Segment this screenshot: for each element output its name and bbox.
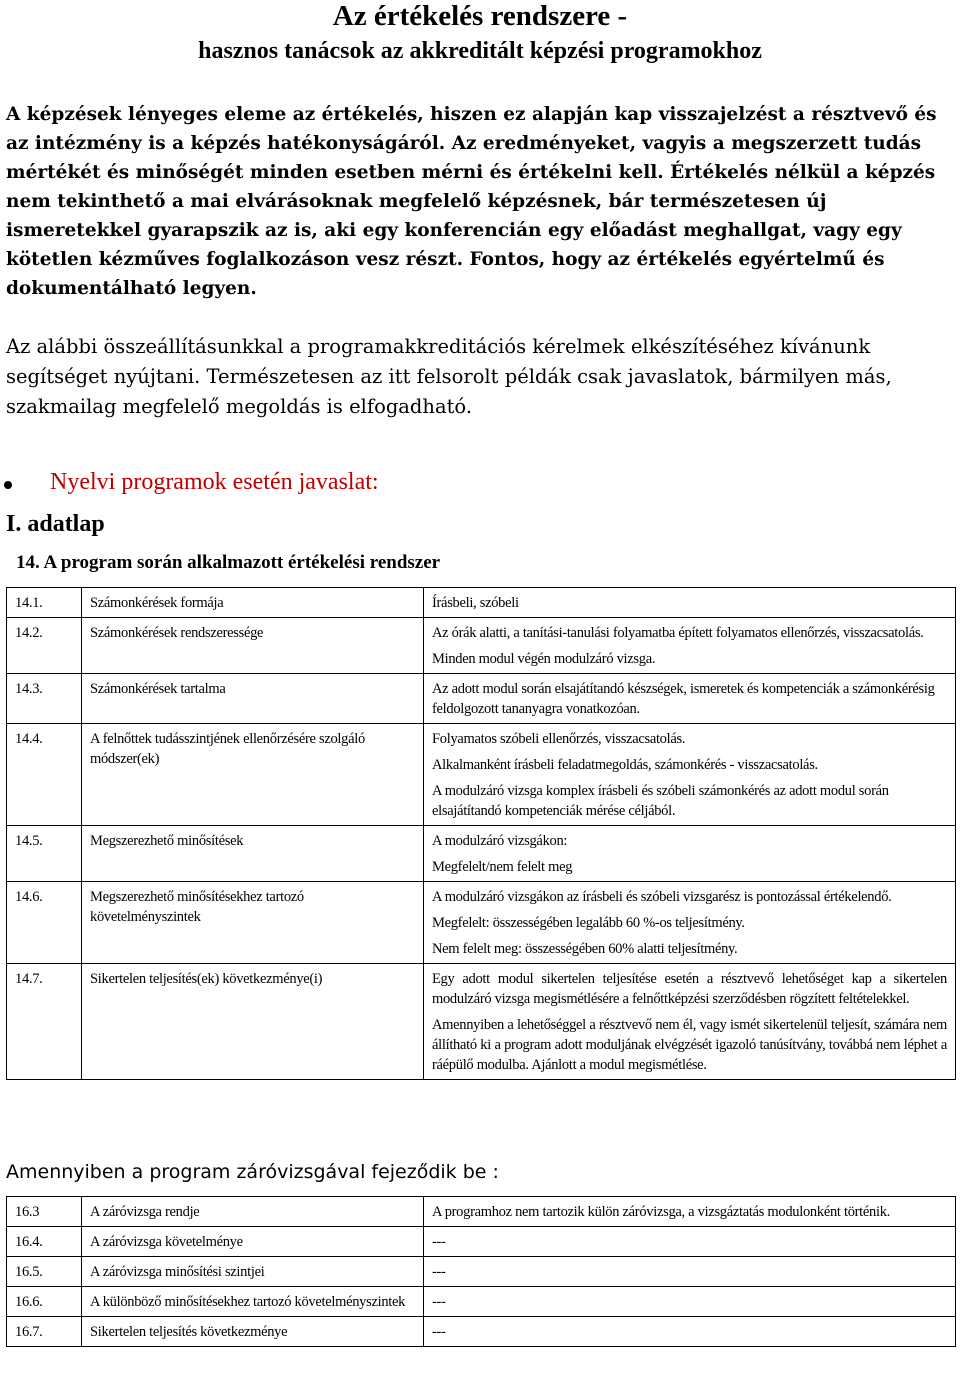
row-label: Sikertelen teljesítés következménye bbox=[82, 1317, 424, 1347]
row-label: Sikertelen teljesítés(ek) következménye(i) bbox=[82, 964, 424, 1080]
row-number: 14.6. bbox=[7, 882, 82, 964]
row-label: A záróvizsga rendje bbox=[82, 1197, 424, 1227]
bullet-heading: Nyelvi programok esetén javaslat: bbox=[50, 469, 379, 495]
content-paragraph: Megfelelt: összességében legalább 60 %-os teljesítmény. bbox=[432, 915, 745, 931]
row-label: A különböző minősítésekhez tartozó követelményszintek bbox=[82, 1287, 424, 1317]
row-number: 16.7. bbox=[7, 1317, 82, 1347]
row-label: Számonkérések rendszeressége bbox=[82, 618, 424, 674]
content-paragraph: Az adott modul során elsajátítandó készségek, ismeretek és kompetenciák a számonkérésig feldolgozott tananyagra vonatkozóan. bbox=[432, 681, 935, 717]
row-number: 16.3 bbox=[7, 1197, 82, 1227]
content-paragraph: --- bbox=[432, 1234, 446, 1250]
row-label: Számonkérések formája bbox=[82, 588, 424, 618]
info-paragraph: Az alábbi összeállításunkkal a programakkreditációs kérelmek elkészítéséhez kívánunk segítséget nyújtani. Természetesen az itt felsorolt példák csak javaslatok, bármilyen más, szakmailag megfelelő megoldás is elfogadható. bbox=[6, 335, 892, 418]
table-row bbox=[7, 964, 956, 1080]
row-number: 14.1. bbox=[7, 588, 82, 618]
row-content bbox=[424, 1287, 956, 1317]
row-content bbox=[424, 724, 956, 826]
content-paragraph: Folyamatos szóbeli ellenőrzés, visszacsatolás. bbox=[432, 731, 686, 747]
row-number: 14.2. bbox=[7, 618, 82, 674]
bullet-icon bbox=[4, 481, 12, 489]
section-title: 14. A program során alkalmazott értékelési rendszer bbox=[16, 552, 441, 573]
row-number: 16.6. bbox=[7, 1287, 82, 1317]
row-number: 16.4. bbox=[7, 1227, 82, 1257]
table-row bbox=[7, 1197, 956, 1227]
table-row bbox=[7, 724, 956, 826]
table-row bbox=[7, 882, 956, 964]
content-paragraph: --- bbox=[432, 1294, 446, 1310]
evaluation-table bbox=[6, 587, 956, 1080]
row-number: 14.7. bbox=[7, 964, 82, 1080]
content-paragraph: Amennyiben a lehetőséggel a résztvevő nem él, vagy ismét sikertelenül teljesít, számára nem állítható ki a program adott moduljának elvégzését igazoló tanúsítvány, továbbá nem léphet a ráépülő modulba. Ajánlott a modul megismétlése. bbox=[432, 1017, 947, 1073]
content-paragraph: Minden modul végén modulzáró vizsga. bbox=[432, 651, 656, 667]
table-row bbox=[7, 618, 956, 674]
row-content bbox=[424, 588, 956, 618]
table-row bbox=[7, 674, 956, 724]
row-content bbox=[424, 618, 956, 674]
row-number: 16.5. bbox=[7, 1257, 82, 1287]
closing-text: Amennyiben a program záróvizsgával fejeződik be : bbox=[6, 1161, 499, 1183]
sheet-title: I. adatlap bbox=[6, 511, 105, 537]
content-paragraph: Nem felelt meg: összességében 60% alatti teljesítmény. bbox=[432, 941, 738, 957]
content-paragraph: A modulzáró vizsgákon: bbox=[432, 833, 568, 849]
content-paragraph: --- bbox=[432, 1324, 446, 1340]
content-paragraph: --- bbox=[432, 1264, 446, 1280]
row-content bbox=[424, 882, 956, 964]
intro-paragraph: A képzések lényeges eleme az értékelés, hiszen ez alapján kap visszajelzést a résztvevő és az intézmény is a képzés hatékonyságáról. Az eredményeket, vagyis a megszerzett tudás mértékét és minőségét minden esetben mérni és értékelni kell. Értékelés nélkül a képzés nem tekinthető a mai elvárásoknak megfelelő képzésnek, bár természetesen új ismeretekkel gyarapszik az is, aki egy konferencián egy előadást meghallgat, vagy egy kötetlen kézműves foglalkozáson vesz részt. Fontos, hogy az értékelés egyértelmű és dokumentálható legyen. bbox=[6, 104, 937, 299]
table-row bbox=[7, 1287, 956, 1317]
row-label: A záróvizsga minősítési szintjei bbox=[82, 1257, 424, 1287]
row-content bbox=[424, 826, 956, 882]
table-row bbox=[7, 588, 956, 618]
row-content bbox=[424, 674, 956, 724]
row-label: Megszerezhető minősítésekhez tartozó követelményszintek bbox=[82, 882, 424, 964]
content-paragraph: Megfelelt/nem felelt meg bbox=[432, 859, 573, 875]
table-row bbox=[7, 1317, 956, 1347]
content-paragraph: Alkalmanként írásbeli feladatmegoldás, számonkérés - visszacsatolás. bbox=[432, 757, 818, 773]
row-label: A felnőttek tudásszintjének ellenőrzésére szolgáló módszer(ek) bbox=[82, 724, 424, 826]
row-number: 14.3. bbox=[7, 674, 82, 724]
row-content bbox=[424, 964, 956, 1080]
page-subtitle: hasznos tanácsok az akkreditált képzési programokhoz bbox=[198, 38, 762, 64]
table-row bbox=[7, 826, 956, 882]
table-row bbox=[7, 1257, 956, 1287]
content-paragraph: A modulzáró vizsga komplex írásbeli és szóbeli számonkérés az adott modul során elsajátítandó kompetenciák mérése céljából. bbox=[432, 783, 889, 819]
row-number: 14.4. bbox=[7, 724, 82, 826]
row-label: A záróvizsga követelménye bbox=[82, 1227, 424, 1257]
row-content bbox=[424, 1227, 956, 1257]
row-content bbox=[424, 1317, 956, 1347]
row-content bbox=[424, 1257, 956, 1287]
content-paragraph: Egy adott modul sikertelen teljesítése esetén a résztvevő lehetőséget kap a sikertelen modulzáró vizsga megismétlésére a felnőttképzési szerződésben rögzített feltételekkel. bbox=[432, 971, 947, 1007]
row-content bbox=[424, 1197, 956, 1227]
final-exam-table bbox=[6, 1196, 956, 1347]
content-paragraph: A modulzáró vizsgákon az írásbeli és szóbeli vizsgarész is pontozással értékelendő. bbox=[432, 889, 892, 905]
row-label: Számonkérések tartalma bbox=[82, 674, 424, 724]
table-row bbox=[7, 1227, 956, 1257]
page-title: Az értékelés rendszere - bbox=[332, 0, 628, 32]
content-paragraph: A programhoz nem tartozik külön záróvizsga, a vizsgáztatás modulonként történik. bbox=[432, 1204, 890, 1220]
content-paragraph: Az órák alatti, a tanítási-tanulási folyamatba épített folyamatos ellenőrzés, visszacsatolás. bbox=[432, 625, 924, 641]
row-label: Megszerezhető minősítések bbox=[82, 826, 424, 882]
content-paragraph: Írásbeli, szóbeli bbox=[432, 595, 519, 611]
row-number: 14.5. bbox=[7, 826, 82, 882]
